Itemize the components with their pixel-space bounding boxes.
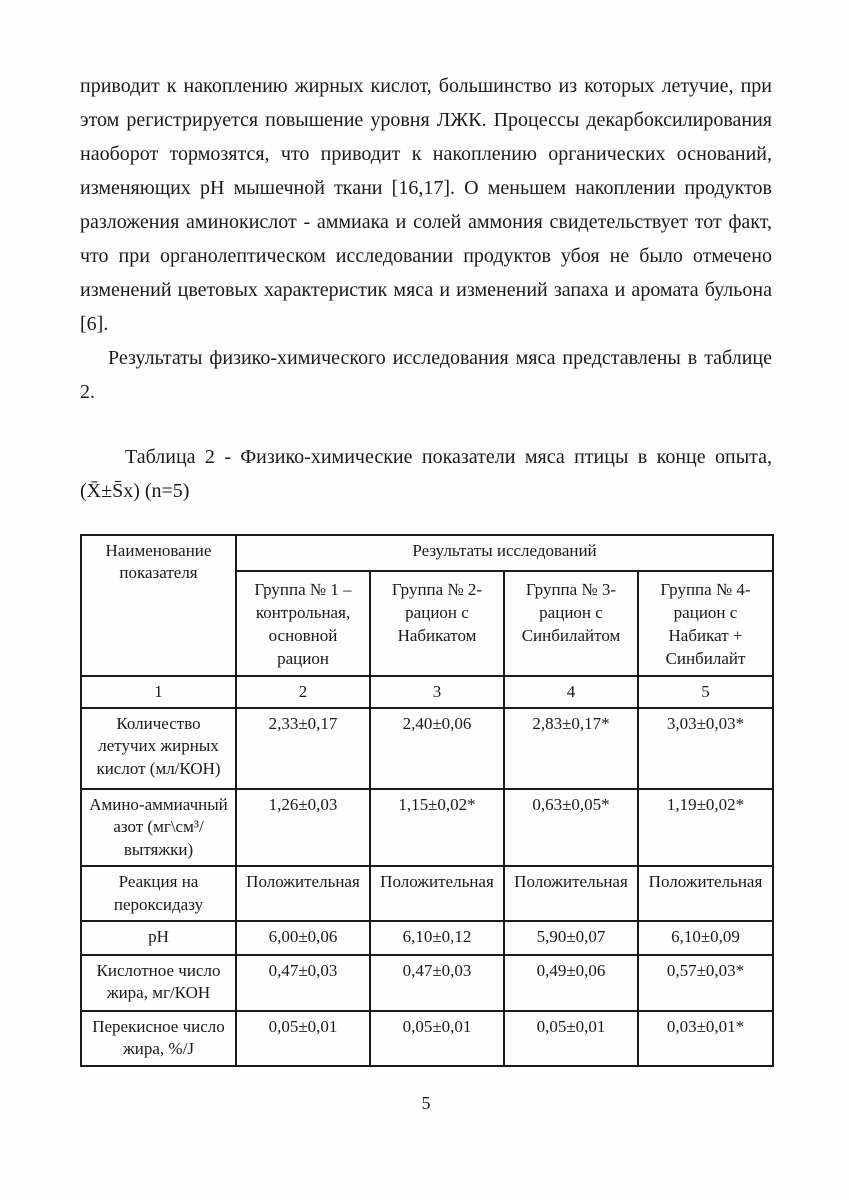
- row-label: Реакция на пероксидазу: [81, 866, 236, 921]
- table-header-group-1: Группа № 1 – контрольная, основной рацион: [236, 571, 370, 676]
- results-table: [80, 534, 774, 1067]
- row-value: Положительная: [638, 866, 773, 921]
- table-index-cell: 2: [236, 676, 370, 708]
- row-value: 1,19±0,02*: [638, 789, 773, 866]
- row-value: Положительная: [370, 866, 504, 921]
- table-index-cell: 3: [370, 676, 504, 708]
- row-value: 1,26±0,03: [236, 789, 370, 866]
- row-value: 0,05±0,01: [504, 1011, 638, 1066]
- table-row: [81, 1011, 773, 1066]
- body-paragraph-2: Результаты физико-химического исследования мяса представлены в таблице 2.: [80, 347, 772, 403]
- table-header-row-results: [81, 535, 773, 571]
- row-value: 0,05±0,01: [370, 1011, 504, 1066]
- table-header-group-3: Группа № 3- рацион с Синбилайтом: [504, 571, 638, 676]
- table-caption-formula: (X̄±S̄x) (n=5): [80, 480, 190, 502]
- row-label: pH: [81, 921, 236, 955]
- table-row: [81, 955, 773, 1011]
- row-value: 0,57±0,03*: [638, 955, 773, 1011]
- row-value: Положительная: [236, 866, 370, 921]
- row-value: 0,03±0,01*: [638, 1011, 773, 1066]
- row-value: 6,00±0,06: [236, 921, 370, 955]
- row-value: 0,05±0,01: [236, 1011, 370, 1066]
- page-number: 5: [421, 1092, 431, 1113]
- row-label: Амино-аммиачный азот (мг\см³/ вытяжки): [81, 789, 236, 866]
- table-header-group-4: Группа № 4- рацион с Набикат + Синбилайт: [638, 571, 773, 676]
- row-value: 6,10±0,09: [638, 921, 773, 955]
- row-value: 0,63±0,05*: [504, 789, 638, 866]
- row-value: 0,47±0,03: [236, 955, 370, 1011]
- row-value: 2,83±0,17*: [504, 708, 638, 789]
- row-value: 6,10±0,12: [370, 921, 504, 955]
- row-value: 1,15±0,02*: [370, 789, 504, 866]
- row-label: Перекисное число жира, %/J: [81, 1011, 236, 1066]
- row-value: 0,49±0,06: [504, 955, 638, 1011]
- table-index-cell: 4: [504, 676, 638, 708]
- row-label: Кислотное число жира, мг/КОН: [81, 955, 236, 1011]
- table-index-cell: 5: [638, 676, 773, 708]
- table-index-row: [81, 676, 773, 708]
- table-header-indicator: Наименование показателя: [81, 535, 236, 676]
- table-header-results-span: Результаты исследований: [236, 535, 773, 571]
- table-header-group-2: Группа № 2- рацион с Набикатом: [370, 571, 504, 676]
- table-caption-text: Таблица 2 - Физико-химические показатели мяса птицы в конце опыта,: [125, 446, 772, 468]
- table-row: [81, 789, 773, 866]
- table-caption: [80, 440, 772, 508]
- row-value: 0,47±0,03: [370, 955, 504, 1011]
- body-paragraph-1: приводит к накоплению жирных кислот, большинство из которых летучие, при этом регистрируется повышение уровня ЛЖК. Процессы декарбоксилирования наоборот тормозятся, что приводит к накоплению органических оснований, изменяющих pH мышечной ткани [16,17]. О меньшем накоплении продуктов разложения аминокислот - аммиака и солей аммония свидетельствует тот факт, что при органолептическом исследовании продуктов убоя не было отмечено изменений цветовых характеристик мяса и изменений запаха и аромата бульона [6].: [80, 75, 772, 335]
- row-value: 3,03±0,03*: [638, 708, 773, 789]
- table-row: [81, 921, 773, 955]
- row-value: Положительная: [504, 866, 638, 921]
- row-value: 2,33±0,17: [236, 708, 370, 789]
- table-row: [81, 708, 773, 789]
- row-value: 2,40±0,06: [370, 708, 504, 789]
- row-label: Количество летучих жирных кислот (мл/КОН): [81, 708, 236, 789]
- table-row: [81, 866, 773, 921]
- row-value: 5,90±0,07: [504, 921, 638, 955]
- table-index-cell: 1: [81, 676, 236, 708]
